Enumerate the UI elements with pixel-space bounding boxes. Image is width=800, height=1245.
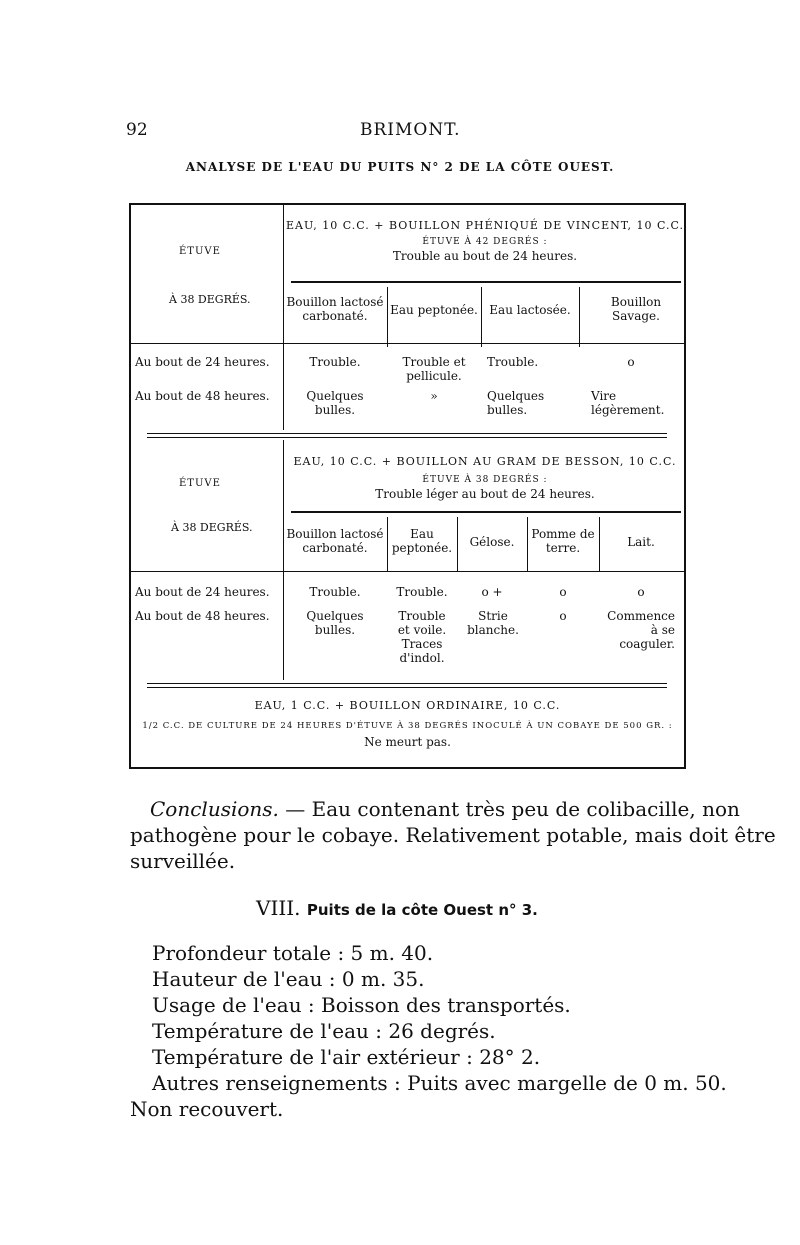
s2-col-divider-2	[457, 517, 458, 571]
s1-rule	[291, 281, 681, 283]
analysis-table	[129, 203, 686, 769]
s1-col-header: Eau lactosée.	[489, 303, 571, 317]
s1-row-label: Au bout de 48 heures.	[135, 389, 270, 403]
s2-left-divider	[283, 440, 284, 680]
s1-cell: »	[430, 389, 438, 403]
section-title	[256, 896, 538, 920]
s1-cell: Trouble.	[309, 355, 361, 369]
detail-line: Hauteur de l'eau : 0 m. 35.	[152, 967, 425, 991]
conclusion-line-2: pathogène pour le cobaye. Relativement potable, mais doit être	[130, 823, 776, 847]
s2-rule	[291, 511, 681, 513]
s1-cell: Quelques bulles.	[306, 389, 364, 417]
s1-left-top: ÉTUVE	[179, 246, 221, 257]
s1-row-label: Au bout de 24 heures.	[135, 355, 270, 369]
s1-col-divider-1	[387, 287, 388, 347]
s2-cell: Trouble et voile. Traces d'indol.	[397, 609, 447, 665]
conclusion-line-3: surveillée.	[130, 849, 236, 873]
detail-line: Température de l'eau : 26 degrés.	[152, 1019, 496, 1043]
s2-col-header: Eau peptonée.	[391, 527, 453, 555]
s1-col-header: Bouillon Savage.	[610, 295, 662, 323]
table-caption: ANALYSE DE L'EAU DU PUITS N° 2 DE LA CÔTE OUEST.	[185, 160, 615, 174]
s1-left-divider	[283, 205, 284, 430]
s1-head-1: EAU, 10 C.C. + BOUILLON PHÉNIQUÉ DE VINCENT, 10 C.C.	[285, 219, 685, 232]
s2-left-bottom: À 38 DEGRÉS.	[171, 521, 253, 534]
s1-head-2: ÉTUVE À 42 DEGRÉS :	[422, 237, 548, 247]
s2-row-rule	[131, 571, 684, 572]
detail-line: Usage de l'eau : Boisson des transportés.	[152, 993, 571, 1017]
s1-end-rule	[147, 437, 667, 438]
s1-cell: Quelques bulles.	[487, 389, 545, 417]
running-title: BRIMONT.	[360, 120, 461, 140]
s2-cell: Commence à se coaguler.	[607, 609, 675, 651]
s1-cell: Trouble et pellicule.	[402, 355, 466, 383]
s2-left-top: ÉTUVE	[179, 478, 221, 489]
s1-col-divider-3	[579, 287, 580, 347]
s3-line-3: Ne meurt pas.	[364, 735, 451, 749]
s2-end-rule	[147, 687, 667, 688]
s2-end-rule	[147, 683, 667, 684]
s2-col-divider-3	[527, 517, 528, 571]
s1-row-rule	[131, 343, 684, 344]
s2-col-divider-4	[599, 517, 600, 571]
s1-cell: o	[627, 355, 635, 369]
detail-line: Autres renseignements : Puits avec margelle de 0 m. 50.	[152, 1071, 727, 1095]
s3-line-2: 1/2 C.C. DE CULTURE DE 24 HEURES D'ÉTUVE À 38 DEGRÉS INOCULÉ À UN COBAYE DE 500 GR. :	[142, 721, 673, 731]
s2-col-divider-1	[387, 517, 388, 571]
s2-head-2: ÉTUVE À 38 DEGRÉS :	[422, 475, 548, 485]
s2-cell: Strie blanche.	[467, 609, 519, 637]
s1-cell: Trouble.	[487, 355, 539, 369]
s1-cell: Vire légèrement.	[591, 389, 665, 417]
s2-cell: o	[637, 585, 645, 599]
s2-col-header: Gélose.	[469, 535, 515, 549]
s2-col-header: Pomme de terre.	[531, 527, 595, 555]
s1-col-header: Eau peptonée.	[390, 303, 478, 317]
s1-col-divider-2	[481, 287, 482, 347]
s2-cell: o	[559, 585, 567, 599]
s1-col-header: Bouillon lactosé carbonaté.	[286, 295, 384, 323]
section-numeral: VIII.	[256, 896, 301, 920]
s2-row-label: Au bout de 24 heures.	[135, 585, 270, 599]
s2-cell: Trouble.	[309, 585, 361, 599]
s2-col-header: Bouillon lactosé carbonaté.	[286, 527, 384, 555]
s2-cell: o +	[481, 585, 503, 599]
section-title-text: Puits de la côte Ouest n° 3.	[306, 901, 538, 919]
detail-line: Non recouvert.	[130, 1097, 284, 1121]
s2-cell: Quelques bulles.	[306, 609, 364, 637]
conclusion-text: — Eau contenant très peu de colibacille, non	[278, 797, 740, 821]
detail-line: Température de l'air extérieur : 28° 2.	[152, 1045, 541, 1069]
s2-head-3: Trouble léger au bout de 24 heures.	[375, 487, 595, 501]
s1-head-3: Trouble au bout de 24 heures.	[392, 249, 578, 263]
page-number: 92	[126, 120, 148, 140]
s1-end-rule	[147, 433, 667, 434]
detail-line: Profondeur totale : 5 m. 40.	[152, 941, 434, 965]
s2-col-header: Lait.	[627, 535, 655, 549]
s1-left-bottom: À 38 DEGRÉS.	[169, 293, 251, 306]
s2-row-label: Au bout de 48 heures.	[135, 609, 270, 623]
s2-cell: o	[559, 609, 567, 623]
conclusion-line-1	[150, 796, 740, 822]
conclusion-label: Conclusions.	[150, 797, 279, 821]
s3-line-1: EAU, 1 C.C. + BOUILLON ORDINAIRE, 10 C.C.	[254, 699, 561, 712]
s2-cell: Trouble.	[396, 585, 448, 599]
s2-head-1: EAU, 10 C.C. + BOUILLON AU GRAM DE BESSON, 10 C.C.	[293, 455, 677, 468]
